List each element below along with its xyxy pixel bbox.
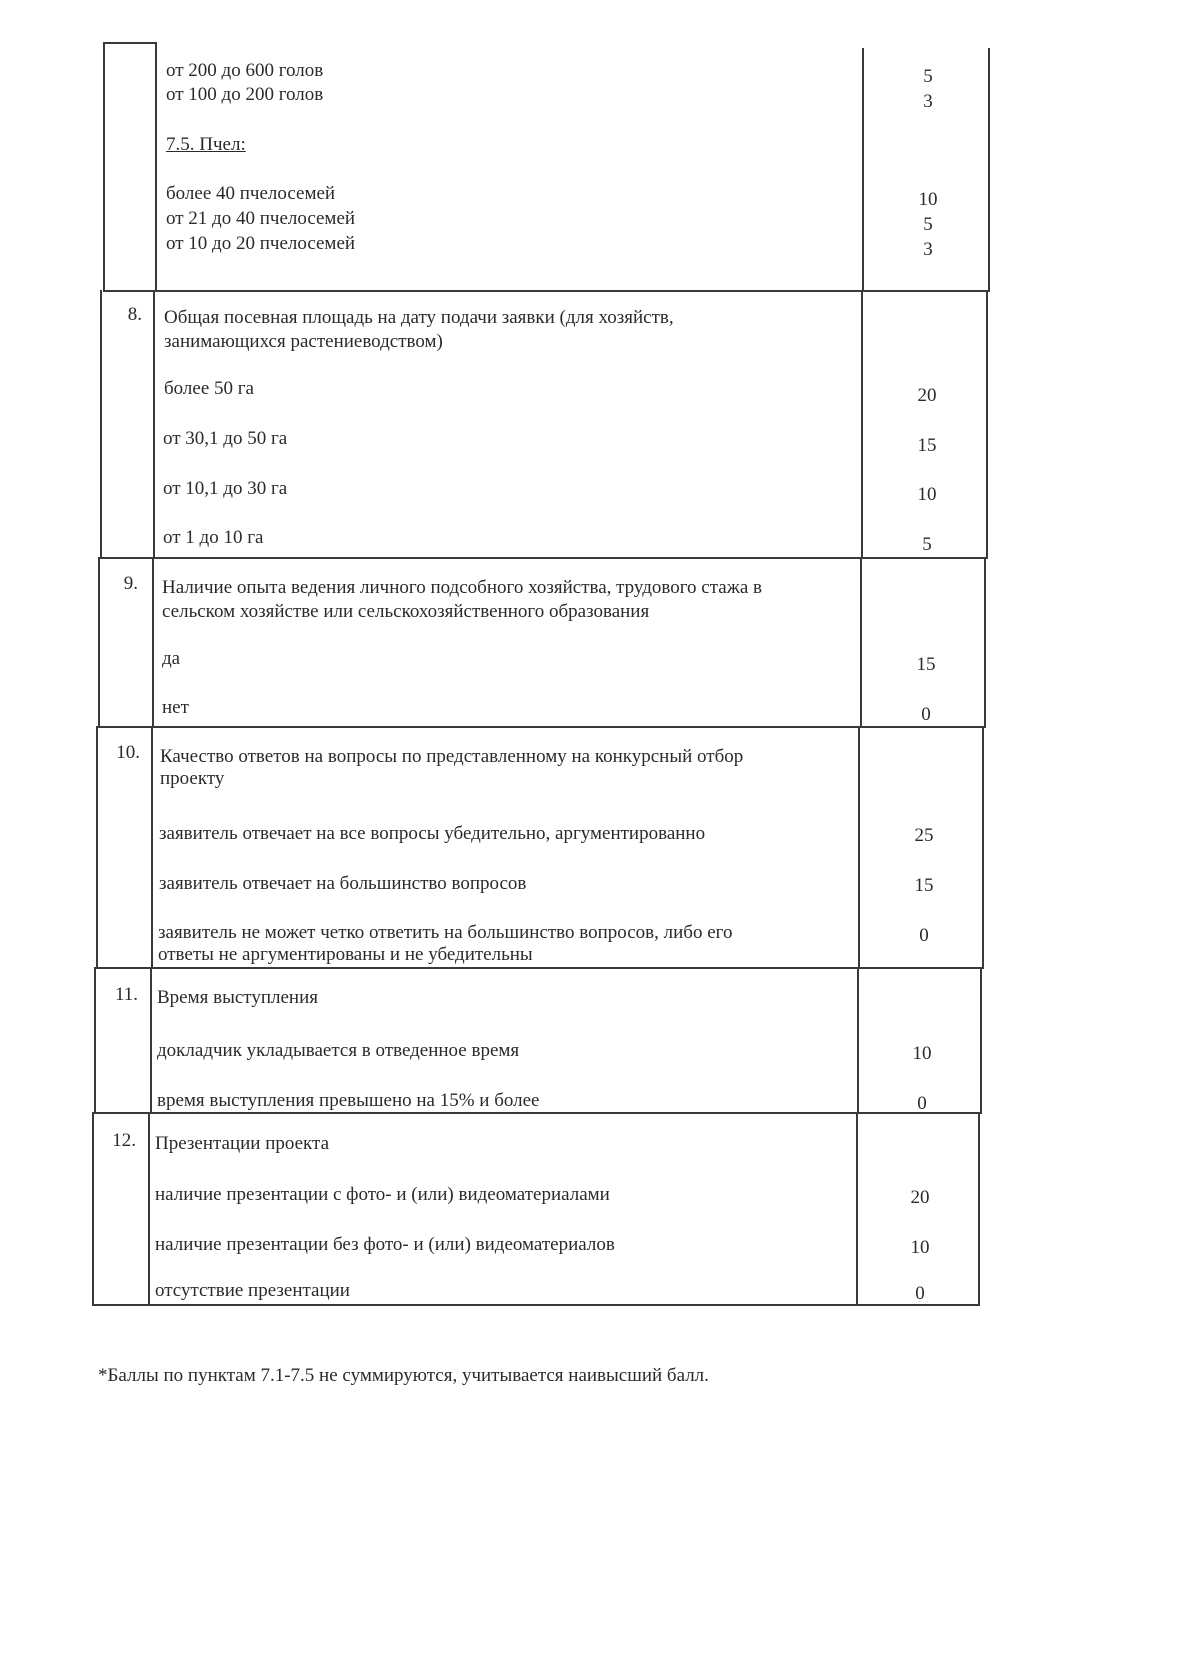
- row-number: 11.: [114, 984, 138, 1005]
- score-value: 15: [916, 654, 936, 675]
- column-border-score: [860, 557, 862, 728]
- score-value: 10: [912, 1043, 932, 1064]
- column-border-left: [103, 42, 105, 292]
- score-value: 20: [917, 385, 937, 406]
- score-value: 0: [919, 925, 929, 946]
- column-border-score: [862, 48, 864, 292]
- row-divider: [103, 42, 155, 44]
- row-number: 9.: [123, 573, 138, 594]
- row-divider: [96, 967, 982, 969]
- column-border-left: [92, 1112, 94, 1306]
- criterion-title: Качество ответов на вопросы по представленному на конкурсный отбор: [160, 746, 744, 767]
- score-value: 20: [910, 1187, 930, 1208]
- score-value: 3: [923, 91, 933, 112]
- score-value: 10: [910, 1237, 930, 1258]
- score-value: 5: [923, 66, 933, 87]
- row-divider: [103, 290, 989, 292]
- option-text: от 200 до 600 голов: [166, 60, 324, 81]
- column-border-number: [148, 1112, 150, 1306]
- row-divider: [100, 557, 986, 559]
- column-border-number: [155, 42, 157, 292]
- column-border-left: [96, 726, 98, 969]
- column-border-score: [858, 726, 860, 969]
- criterion-title: Общая посевная площадь на дату подачи заявки (для хозяйств,: [164, 307, 674, 328]
- option-text: докладчик укладывается в отведенное время: [157, 1040, 520, 1061]
- criterion-title: Презентации проекта: [155, 1133, 329, 1154]
- subsection-title: 7.5. Пчел:: [166, 134, 246, 155]
- score-value: 10: [918, 189, 938, 210]
- score-value: 3: [923, 239, 933, 260]
- score-value: 0: [917, 1093, 927, 1114]
- score-value: 0: [915, 1283, 925, 1304]
- column-border-right: [984, 557, 986, 728]
- row-number: 10.: [116, 742, 140, 763]
- score-value: 15: [917, 435, 937, 456]
- score-value: 0: [921, 704, 931, 725]
- row-divider: [92, 1304, 978, 1306]
- score-value: 15: [914, 875, 934, 896]
- column-border-right: [988, 48, 990, 292]
- column-border-number: [151, 726, 153, 969]
- option-text: от 10 до 20 пчелосемей: [166, 233, 356, 254]
- option-text: от 100 до 200 голов: [166, 84, 324, 105]
- option-text: от 30,1 до 50 га: [163, 428, 288, 449]
- column-border-left: [100, 290, 102, 559]
- option-text: от 21 до 40 пчелосемей: [166, 208, 356, 229]
- column-border-number: [150, 967, 152, 1114]
- option-text: более 40 пчелосемей: [166, 183, 336, 204]
- footnote: *Баллы по пунктам 7.1-7.5 не суммируются, учитывается наивысший балл.: [98, 1365, 709, 1386]
- criterion-title: сельском хозяйстве или сельскохозяйственного образования: [162, 601, 650, 622]
- column-border-number: [153, 290, 155, 559]
- option-text: от 1 до 10 га: [163, 527, 264, 548]
- row-number: 12.: [112, 1130, 136, 1151]
- score-value: 5: [922, 534, 932, 555]
- option-text: более 50 га: [164, 378, 254, 399]
- criterion-title: занимающихся растениеводством): [164, 331, 443, 352]
- score-value: 25: [914, 825, 934, 846]
- score-value: 10: [917, 484, 937, 505]
- row-number: 8.: [127, 304, 142, 325]
- option-text: отсутствие презентации: [155, 1280, 350, 1301]
- score-value: 5: [923, 214, 933, 235]
- option-text: да: [162, 648, 181, 669]
- option-text: заявитель отвечает на все вопросы убедительно, аргументированно: [159, 823, 706, 844]
- option-text: от 10,1 до 30 га: [163, 478, 288, 499]
- row-divider: [94, 1112, 980, 1114]
- criterion-title: Время выступления: [157, 987, 318, 1008]
- column-border-number: [152, 557, 154, 728]
- column-border-score: [857, 967, 859, 1114]
- column-border-right: [982, 726, 984, 969]
- column-border-left: [94, 967, 96, 1114]
- option-text: время выступления превышено на 15% и более: [157, 1090, 540, 1111]
- option-text: наличие презентации без фото- и (или) видеоматериалов: [155, 1234, 615, 1255]
- option-text: заявитель отвечает на большинство вопросов: [159, 873, 527, 894]
- option-text: заявитель не может четко ответить на большинство вопросов, либо его: [158, 922, 733, 943]
- criterion-title: проекту: [160, 768, 225, 789]
- column-border-score: [861, 290, 863, 559]
- column-border-right: [980, 967, 982, 1114]
- column-border-score: [856, 1112, 858, 1306]
- option-text: наличие презентации с фото- и (или) видеоматериалами: [155, 1184, 610, 1205]
- column-border-right: [978, 1112, 980, 1306]
- option-text: нет: [162, 697, 189, 718]
- criterion-title: Наличие опыта ведения личного подсобного хозяйства, трудового стажа в: [162, 577, 762, 598]
- column-border-right: [986, 290, 988, 559]
- row-divider: [98, 726, 984, 728]
- column-border-left: [98, 557, 100, 728]
- option-text: ответы не аргументированы и не убедительны: [158, 944, 533, 965]
